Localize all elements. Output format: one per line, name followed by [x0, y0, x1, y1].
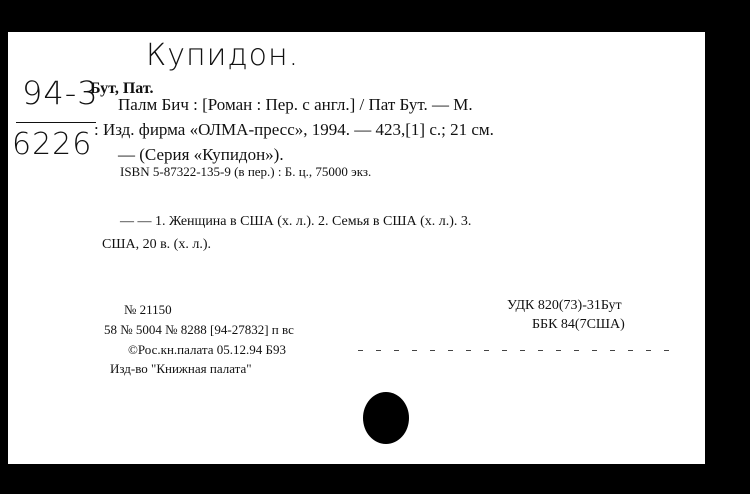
- isbn-line: ISBN 5-87322-135-9 (в пер.) : Б. ц., 75000 экз.: [120, 164, 372, 179]
- catalog-card: [8, 32, 705, 464]
- handwritten-title: Купидон.: [146, 38, 300, 73]
- subjects-line-2: США, 20 в. (х. л.).: [102, 237, 211, 252]
- handwritten-code-top: 94-3: [22, 74, 99, 112]
- copyright-line: ©Рос.кн.палата 05.12.94 Б93: [128, 342, 286, 357]
- author-heading: Бут, Пат.: [90, 80, 154, 97]
- handwritten-code-bottom: 6226: [12, 127, 93, 162]
- imprint-line: : Изд. фирма «ОЛМА-пресс», 1994. — 423,[1] с.; 21 см.: [94, 120, 494, 139]
- series-line: — (Серия «Купидон»).: [118, 145, 284, 164]
- udk-code: УДК 820(73)-31Бут: [507, 298, 622, 313]
- bbk-code: ББК 84(7США): [532, 317, 625, 332]
- publisher-line: Изд-во "Книжная палата": [110, 361, 252, 376]
- punch-hole: [363, 392, 409, 444]
- code-underline: [16, 122, 96, 123]
- card-number: № 21150: [124, 302, 172, 317]
- subjects-line-1: — — 1. Женщина в США (х. л.). 2. Семья в США (х. л.). 3.: [120, 214, 472, 229]
- title-line: Палм Бич : [Роман : Пер. с англ.] / Пат Бут. — М.: [118, 95, 473, 114]
- dotted-divider: [358, 350, 678, 351]
- registration-line: 58 № 5004 № 8288 [94-27832] п вс: [104, 322, 294, 337]
